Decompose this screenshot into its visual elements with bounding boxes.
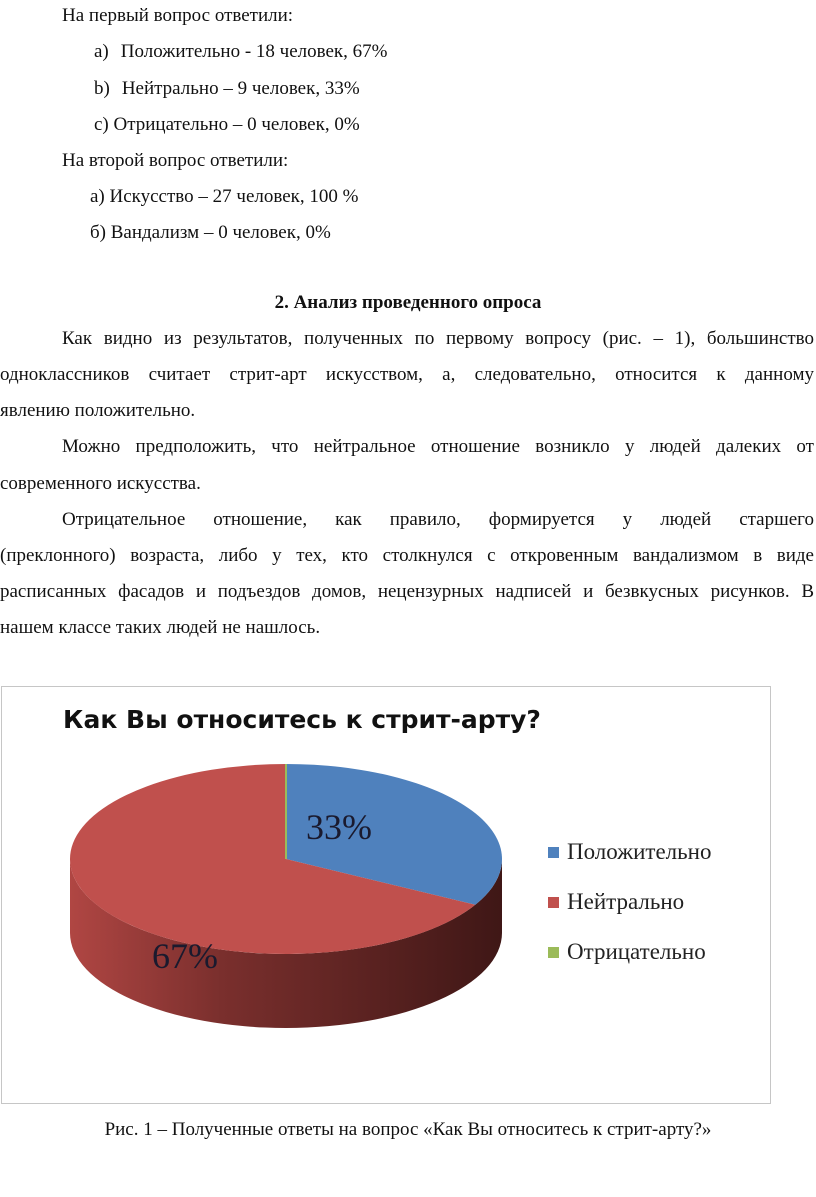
q2-item-b: б) Вандализм – 0 человек, 0% [90,222,331,243]
chart-frame [1,686,771,1104]
data-label-neutral: 67% [152,936,218,976]
q1-item-c: c) Отрицательно – 0 человек, 0% [94,114,360,135]
legend-label-neutral: Нейтрально [567,889,685,914]
paragraph-2-line-2: современного искусства. [0,473,201,494]
data-label-positive: 33% [306,807,372,847]
q2-intro: На второй вопрос ответили: [62,150,289,171]
q1-intro: На первый вопрос ответили: [62,5,294,26]
paragraph-3-line-4: нашем классе таких людей не нашлось. [0,617,321,638]
paragraph-3-line-2: (преклонного) возраста, либо у тех, кто столкнулся с откровенным вандализмом в виде [0,545,814,566]
legend-item-negative [548,927,711,977]
paragraph-3-line-3: расписанных фасадов и подъездов домов, нецензурных надписей и безвкусных рисунков. В [0,581,814,602]
legend-swatch-negative [548,947,559,958]
q1-item-a-text: Положительно - 18 человек, 67% [120,41,388,62]
q1-item-b [94,77,360,101]
legend-item-positive [548,827,711,877]
legend-item-neutral [548,877,711,927]
q1-item-b-text: Нейтрально – 9 человек, 33% [121,78,360,99]
legend-swatch-positive [548,847,559,858]
q2-item-a: а) Искусство – 27 человек, 100 % [90,186,359,207]
pie-chart [2,687,562,1103]
paragraph-2-line-1: Можно предположить, что нейтральное отношение возникло у людей далеких от [62,436,814,457]
chart-title: Как Вы относитесь к стрит-арту? [63,705,541,734]
legend-label-negative: Отрицательно [567,939,706,964]
figure-caption: Рис. 1 – Полученные ответы на вопрос «Как Вы относитесь к стрит-арту?» [104,1119,712,1140]
paragraph-1-line-2: одноклассников считает стрит-арт искусством, а, следовательно, относится к данному [0,364,814,385]
legend-swatch-neutral [548,897,559,908]
q1-item-b-marker: b) [94,78,110,99]
q1-item-a [94,40,388,64]
paragraph-1-line-3: явлению положительно. [0,400,196,421]
paragraph-1-line-1: Как видно из результатов, полученных по первому вопросу (рис. – 1), большинство [62,328,814,349]
legend-label-positive: Положительно [567,839,712,864]
chart-legend [548,827,711,977]
q1-item-a-marker: a) [94,41,109,62]
paragraph-3-line-1: Отрицательное отношение, как правило, формируется у людей старшего [62,509,814,530]
section-heading: 2. Анализ проведенного опроса [274,292,542,313]
